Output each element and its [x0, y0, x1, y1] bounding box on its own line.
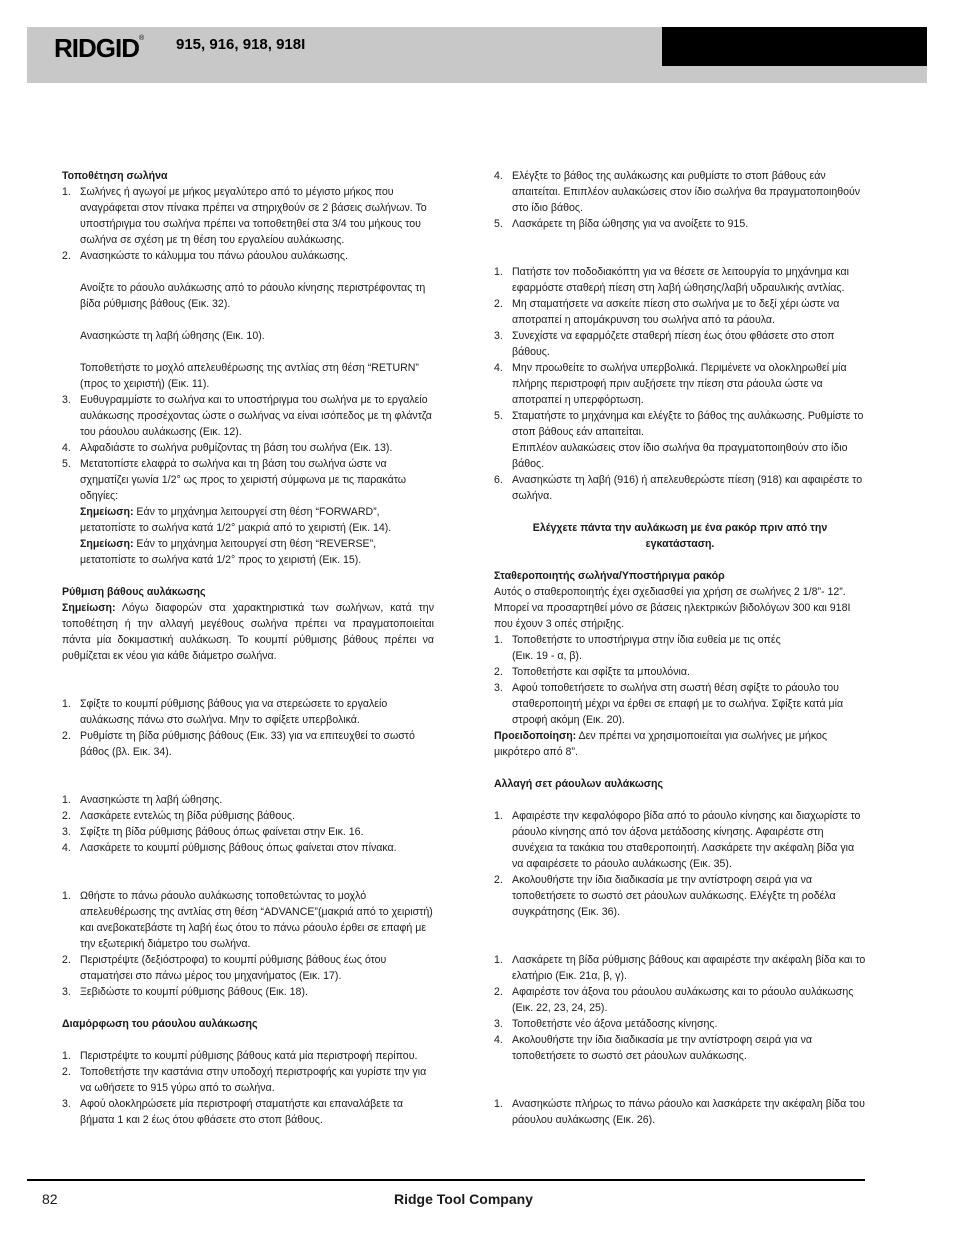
- list-item: 5. Λασκάρετε τη βίδα ώθησης για να ανοίξετε το 915.: [494, 218, 749, 230]
- list-item: 2. Ρυθμίστε τη βίδα ρύθμισης βάθους (Εικ. 33) για να επιτευχθεί το σωστό βάθος (βλ. Εικ. 34).: [62, 730, 415, 758]
- paragraph: Τοποθετήστε το μοχλό απελευθέρωσης της αντλίας στη θέση “RETURN” (προς το χειριστή) (Εικ. 11).: [80, 362, 419, 390]
- list-item: 4. Μην προωθείτε το σωλήνα υπερβολικά. Περιμένετε να ολοκληρωθεί μία πλήρης περιστροφή πριν αυξήσετε την πίεση στα ράουλα ώστε να αποτραπεί η υπερφόρτωση.: [494, 362, 847, 406]
- list-item: 3. Αφού τοποθετήσετε το σωλήνα στη σωστή θέση σφίξτε το ράουλο του σταθεροποιητή μέχρι να έρθει σε επαφή με το σωλήνα. Σφίξτε κατά μία στροφή ακόμη (Εικ. 20).: [494, 682, 844, 726]
- list-item: 4. Αλφαδιάστε το σωλήνα ρυθμίζοντας τη βάση του σωλήνα (Εικ. 13).: [62, 442, 393, 454]
- list-item: 3. Συνεχίστε να εφαρμόζετε σταθερή πίεση έως ότου φθάσετε στο στοπ βάθους.: [494, 330, 835, 358]
- list-item: 2. Αφαιρέστε τον άξονα του ράουλου αυλάκωσης και το ράουλο αυλάκωσης (Εικ. 22, 23, 24, 25).: [494, 986, 854, 1014]
- company-name: Ridge Tool Company: [394, 1191, 533, 1207]
- check-notice: Ελέγχετε πάντα την αυλάκωση με ένα ρακόρ πριν από την εγκατάσταση.: [532, 522, 828, 550]
- list-item: 3. Ευθυγραμμίστε το σωλήνα και το υποστήριγμα του σωλήνα με το εργαλείο αυλάκωσης προσέχοντας ώστε ο σωλήνας να είναι ισόπεδος με τη φλάντζα του ράουλου αυλάκωσης (Εικ. 12).: [62, 394, 432, 438]
- right-column: [494, 168, 866, 1128]
- list-item: 1. Σφίξτε το κουμπί ρύθμισης βάθους για να στερεώσετε το εργαλείο αυλάκωσης πάνω στο σωλήνα. Μην το σφίξετε υπερβολικά.: [62, 698, 388, 726]
- list-item: 4. Ακολουθήστε την ίδια διαδικασία με την αντίστροφη σειρά για να τοποθετήσετε το σωστό σετ ράουλων αυλάκωσης.: [494, 1034, 813, 1062]
- list-item: 2. Τοποθετήστε την καστάνια στην υποδοχή περιστροφής και γυρίστε την για να ωθήσετε το 915 γύρω από το σωλήνα.: [62, 1066, 427, 1094]
- list-item: 1. Τοποθετήστε το υποστήριγμα στην ίδια ευθεία με τις οπές (Εικ. 19 - α, β).: [494, 634, 781, 662]
- list-item: 1. Σωλήνες ή αγωγοί με μήκος μεγαλύτερο από το μέγιστο μήκος που αναγράφεται στον πίνακα πρέπει να στηριχθούν σε 2 βάσεις σωλήνων. Το υποστήριγμα του σωλήνα πρέπει να τοποθετηθεί στα 3/4 του μήκους του σωλήνα σε σχέση με τη θέση του εργαλείου αυλάκωσης.: [62, 186, 427, 246]
- list-item: 2. Ανασηκώστε το κάλυμμα του πάνω ράουλου αυλάκωσης.: [62, 250, 348, 262]
- section-heading: Διαμόρφωση του ράουλου αυλάκωσης: [62, 1018, 258, 1030]
- list-item: 4. Λασκάρετε το κουμπί ρύθμισης βάθους όπως φαίνεται στον πίνακα.: [62, 842, 397, 854]
- list-item: 3. Ξεβιδώστε το κουμπί ρύθμισης βάθους (Εικ. 18).: [62, 986, 308, 998]
- list-item: 1. Περιστρέψτε το κουμπί ρύθμισης βάθους κατά μία περιστροφή περίπου.: [62, 1050, 418, 1062]
- list-item: 4. Ελέγξτε το βάθος της αυλάκωσης και ρυθμίστε το στοπ βάθους εάν απαιτείται. Επιπλέον αυλακώσεις στον ίδιο σωλήνα θα πραγματοποιηθούν στο ίδιο βάθος.: [494, 170, 861, 214]
- list-item: 2. Περιστρέψτε (δεξιόστροφα) το κουμπί ρύθμισης βάθους έως ότου σταματήσει στο πάνω μέρος του μηχανήματος (Εικ. 17).: [62, 954, 387, 982]
- list-item: 1. Ανασηκώστε πλήρως το πάνω ράουλο και λασκάρετε την ακέφαλη βίδα του ράουλου αυλάκωσης (Εικ. 26).: [494, 1098, 865, 1126]
- model-numbers: 915, 916, 918, 918I: [176, 36, 306, 53]
- list-item: 3. Αφού ολοκληρώσετε μία περιστροφή σταματήστε και επαναλάβετε τα βήματα 1 και 2 έως ότου φθάσετε στο στοπ βάθους.: [62, 1098, 403, 1126]
- list-item: 1. Ανασηκώστε τη λαβή ώθησης.: [62, 794, 223, 806]
- list-item: 5. Μετατοπίστε ελαφρά το σωλήνα και τη βάση του σωλήνα ώστε να σχηματίζει γωνία 1/2° ως προς το χειριστή σύμφωνα με τις παρακάτω οδηγίες: Σημείωση: Εάν το μηχάνημα λειτουργεί στη θέση “FORWARD”, μετατοπίστε το σωλήνα κατά 1/2° μακριά από το χειριστή (Εικ. 14). Σημείωση: Εάν το μηχάνημα λειτουργεί στη θέση “REVERSE”, μετατοπίστε το σωλήνα κατά 1/2° προς το χειριστή (Εικ. 15).: [62, 458, 407, 566]
- left-column: [62, 168, 434, 1128]
- section-heading: Σταθεροποιητής σωλήνα/Υποστήριγμα ρακόρ: [494, 570, 725, 582]
- ridgid-logo: RIDGID®: [54, 33, 144, 63]
- list-item: 3. Σφίξτε τη βίδα ρύθμισης βάθους όπως φαίνεται στην Εικ. 16.: [62, 826, 364, 838]
- list-item: 2. Λασκάρετε εντελώς τη βίδα ρύθμισης βάθους.: [62, 810, 295, 822]
- footer-rule: [27, 1179, 865, 1181]
- paragraph: Σημείωση: Λόγω διαφορών στα χαρακτηριστικά των σωλήνων, κατά την τοποθέτηση ή την αλλαγή μεγέθους σωλήνα πρέπει να πραγματοποιείται πάντα μία δοκιμαστική αυλάκωση. Το κουμπί ρύθμισης βάθους πρέπει να ρυθμίζεται εκ νέου για κάθε διάμετρο σωλήνα.: [62, 602, 434, 662]
- paragraph: Ανασηκώστε τη λαβή ώθησης (Εικ. 10).: [80, 330, 265, 342]
- paragraph: Αυτός ο σταθεροποιητής έχει σχεδιασθεί για χρήση σε σωλήνες 2 1/8”- 12”. Μπορεί να προσαρτηθεί μόνο σε βάσεις ηλεκτρικών βιδολόγων 300 και 918I που έχουν 3 οπές στήριξης.: [494, 586, 851, 630]
- section-heading: Τοποθέτηση σωλήνα: [62, 170, 168, 182]
- header-black-block: [662, 27, 927, 66]
- paragraph: Ανοίξτε το ράουλο αυλάκωσης από το ράουλο κίνησης περιστρέφοντας τη βίδα ρύθμισης βάθους (Εικ. 32).: [80, 282, 426, 310]
- page-number: 82: [42, 1191, 58, 1207]
- list-item: 2. Ακολουθήστε την ίδια διαδικασία με την αντίστροφη σειρά για να τοποθετήσετε το σωστό σετ ράουλων αυλάκωσης. Ελέγξτε τη ροδέλα συγκράτησης (Εικ. 36).: [494, 874, 836, 918]
- list-item: 1. Ωθήστε το πάνω ράουλο αυλάκωσης τοποθετώντας το μοχλό απελευθέρωσης της αντλίας στη θέση “ADVANCE”(μακριά από το χειριστή) και ανεβοκατεβάστε τη λαβή έως ότου το πάνω ράουλο έρθει σε επαφή με την εξωτερική διάμετρο του σωλήνα.: [62, 890, 433, 950]
- list-item: 5. Σταματήστε το μηχάνημα και ελέγξτε το βάθος της αυλάκωσης. Ρυθμίστε το στοπ βάθους εάν απαιτείται. Επιπλέον αυλακώσεις στον ίδιο σωλήνα θα πραγματοποιηθούν στο ίδιο βάθος.: [494, 410, 864, 470]
- list-item: 2. Μη σταματήσετε να ασκείτε πίεση στο σωλήνα με το δεξί χέρι ώστε να αποτραπεί η απομάκρυνση του σωλήνα από τα ράουλα.: [494, 298, 840, 326]
- list-item: 2. Τοποθετήστε και σφίξτε τα μπουλόνια.: [494, 666, 690, 678]
- section-heading: Ρύθμιση βάθους αυλάκωσης: [62, 586, 206, 598]
- list-item: 3. Τοποθετήστε νέο άξονα μετάδοσης κίνησης.: [494, 1018, 718, 1030]
- list-item: 6. Ανασηκώστε τη λαβή (916) ή απελευθερώστε πίεση (918) και αφαιρέστε το σωλήνα.: [494, 474, 863, 502]
- list-item: 1. Πατήστε τον ποδοδιακόπτη για να θέσετε σε λειτουργία το μηχάνημα και εφαρμόστε σταθερή πίεση στη λαβή ώθησης/λαβή υδραυλικής αντλίας.: [494, 266, 849, 294]
- list-item: 1. Λασκάρετε τη βίδα ρύθμισης βάθους και αφαιρέστε την ακέφαλη βίδα και το ελατήριο (Εικ. 21α, β, γ).: [494, 954, 866, 982]
- warning: Προειδοποίηση: Δεν πρέπει να χρησιμοποιείται για σωλήνες με μήκος μικρότερο από 8”.: [494, 730, 828, 758]
- list-item: 1. Αφαιρέστε την κεφαλόφορο βίδα από το ράουλο κίνησης και διαχωρίστε το ράουλο κίνησης από τον άξονα μετάδοσης κίνησης. Αφαιρέστε στη συνέχεια τα τακάκια του σταθεροποιητή. Λασκάρετε την ακέφαλη βίδα για να αφαιρέσετε το ράουλο αυλάκωσης (Εικ. 35).: [494, 810, 861, 870]
- section-heading: Αλλαγή σετ ράουλων αυλάκωσης: [494, 778, 664, 790]
- header-strip: [27, 66, 927, 83]
